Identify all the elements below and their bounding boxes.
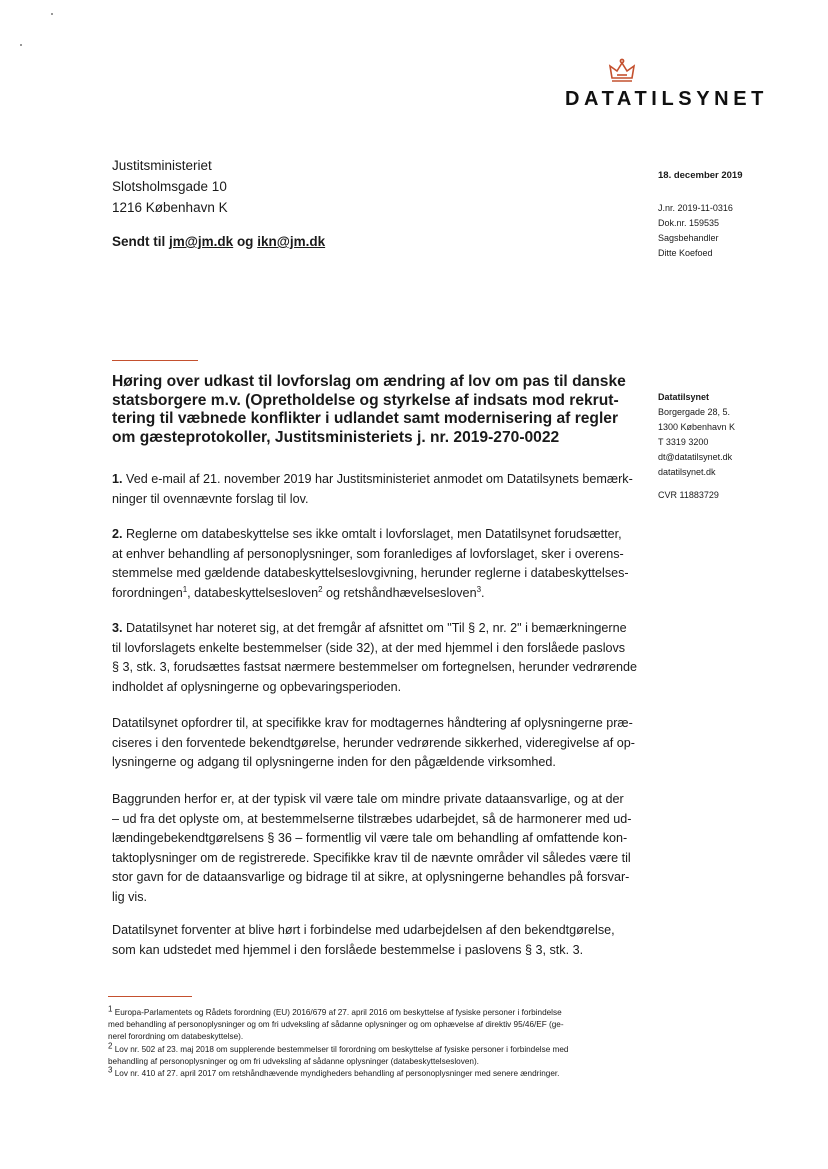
footnote-ref-1[interactable]: 1 (182, 584, 188, 594)
sender-email[interactable]: dt@datatilsynet.dk (658, 452, 733, 462)
footnote-number: 2 (108, 1040, 113, 1050)
scan-speck (20, 44, 22, 46)
footnote-line: behandling af personoplysninger og om fri udveksling af sådanne oplysninger (databeskyttelsesloven). (108, 1056, 479, 1066)
paragraph-line: som kan udstedet med hjemmel i den forslåede bestemmelse i paslovens § 3, stk. 3. (112, 942, 584, 957)
sender-website[interactable]: datatilsynet.dk (658, 467, 716, 477)
paragraph-line: stor gavn for de dataansvarlige og bidrage til at sikre, at oplysningerne behandles på forsvar- (112, 870, 630, 884)
paragraph-line: Ved e-mail af 21. november 2019 har Justitsministeriet anmodet om Datatilsynets bemærk- (122, 472, 633, 486)
paragraph-line: stemmelse med gældende databeskyttelseslovgivning, herunder reglerne i databeskyttelses- (112, 566, 629, 580)
paragraph-line: Baggrunden herfor er, at der typisk vil være tale om mindre private dataansvarlige, og at der (112, 792, 624, 806)
recipient-line: Slotsholmsgade 10 (112, 179, 227, 194)
sender-phone: T 3319 3200 (658, 437, 709, 447)
footnote-divider (108, 996, 192, 997)
sent-to-prefix: Sendt til (112, 234, 169, 249)
text-fragment: , databeskyttelsesloven (187, 585, 319, 600)
paragraph-number: 1. (112, 472, 123, 486)
paragraph-line (112, 584, 632, 604)
footnote-line: Europa-Parlamentets og Rådets forordning (EU) 2016/679 af 27. april 2016 om beskyttelse af fysiske personer i forbindelse (112, 1008, 562, 1017)
paragraph-line: ciseres i den forventede bekendtgørelse, herunder vedrørende sikkerhed, videregivelse af op- (112, 735, 635, 750)
paragraph-3 (112, 619, 637, 697)
paragraph-2 (112, 525, 632, 603)
footnote-ref-2[interactable]: 2 (318, 584, 323, 594)
paragraph-line: ninger til ovennævnte forslag til lov. (112, 491, 309, 506)
sender-cvr: CVR 11883729 (658, 490, 719, 500)
title-line: tering til væbnede konflikter i udlandet samt modernisering af regler (112, 410, 619, 428)
paragraph-line: Datatilsynet har noteret sig, at det fremgår af afsnittet om "Til § 2, nr. 2" i bemærkningerne (122, 621, 627, 635)
paragraph-line: lændingebekendtgørelsens § 36 – formentlig vil være tale om behandling af omfattende kon- (112, 831, 628, 845)
title-line: om gæsteprotokoller, Justitsministeriets j. nr. 2019-270-0022 (112, 428, 560, 446)
footnote-line: med behandling af personoplysninger og om fri udveksling af sådanne oplysninger og om ophævelse af direktiv 95/46/EF (ge- (108, 1020, 564, 1030)
paragraph-5 (112, 790, 632, 907)
email-link-ikn[interactable]: ikn@jm.dk (257, 234, 326, 249)
sender-block (658, 390, 735, 503)
footnote-ref-3[interactable]: 3 (476, 584, 482, 594)
crown-logo-icon (608, 58, 636, 84)
footnote-line: Lov nr. 502 af 23. maj 2018 om supplerende bestemmelser til forordning om beskyttelse af fysiske personer i forbindelse med (112, 1044, 569, 1054)
scan-speck (51, 13, 53, 15)
footnote-number: 3 (108, 1065, 113, 1075)
paragraph-line: taktoplysninger om de registrerede. Specifikke krav til de nævnte områder vil således være til (112, 850, 631, 865)
document-number: Dok.nr. 159535 (658, 218, 720, 228)
title-line: Høring over udkast til lovforslag om ændring af lov om pas til danske (112, 373, 626, 390)
footnote-number: 1 (108, 1004, 113, 1014)
paragraph-line: § 3, stk. 3, forudsættes fastsat nærmere bestemmelser om fortegnelsen, herunder vedrørende (112, 660, 637, 674)
paragraph-line: – ud fra det oplyste om, at bestemmelserne tilstræbes udarbejdet, så de harmonerer med ud- (112, 811, 632, 826)
paragraph-4 (112, 714, 635, 773)
email-link-jm[interactable]: jm@jm.dk (169, 234, 234, 249)
sender-street: Borgergade 28, 5. (658, 407, 731, 417)
paragraph-1 (112, 470, 632, 509)
title-divider (112, 360, 198, 361)
sender-city: 1300 København K (658, 422, 736, 432)
sent-to-line (112, 234, 325, 249)
paragraph-line: Datatilsynet forventer at blive hørt i forbindelse med udarbejdelsen af den bekendtgørelse, (112, 923, 615, 937)
paragraph-line: lig vis. (112, 889, 147, 904)
footnotes (108, 1004, 638, 1080)
text-fragment: . (481, 585, 485, 600)
text-fragment: og retshåndhævelsesloven (322, 585, 477, 600)
letter-title (112, 373, 632, 447)
paragraph-number: 3. (112, 621, 123, 635)
recipient-address (112, 155, 228, 218)
letter-date: 18. december 2019 (658, 170, 743, 181)
footnote-line: Lov nr. 410 af 27. april 2017 om retshåndhævende myndigheders behandling af personoplysninger med senere ændringer. (112, 1069, 560, 1079)
paragraph-6 (112, 921, 632, 960)
recipient-line: 1216 København K (112, 200, 228, 215)
footnote-line: nerel forordning om databeskyttelse). (108, 1032, 244, 1042)
paragraph-number: 2. (112, 527, 123, 541)
paragraph-line: at enhver behandling af personoplysninger, som foranlediges af lovforslaget, sker i overens- (112, 546, 624, 561)
text-fragment: forordningen (112, 585, 183, 600)
case-handler-name: Ditte Koefoed (658, 248, 713, 258)
recipient-line: Justitsministeriet (112, 158, 212, 173)
paragraph-line: Reglerne om databeskyttelse ses ikke omtalt i lovforslaget, men Datatilsynet forudsætter, (122, 527, 622, 541)
paragraph-line: indholdet af oplysningerne og opbevaringsperioden. (112, 679, 402, 694)
brand-logo: DATATILSYNET (565, 88, 768, 110)
case-handler-label: Sagsbehandler (658, 233, 719, 243)
reference-block (658, 201, 733, 261)
sent-to-and: og (233, 234, 258, 249)
title-line: statsborgere m.v. (Opretholdelse og styrkelse af indsats mod rekrut- (112, 391, 619, 409)
paragraph-line: lysningerne og adgang til oplysningerne inden for den pågældende virksomhed. (112, 755, 556, 769)
sender-name: Datatilsynet (658, 392, 710, 402)
paragraph-line: til lovforslagets enkelte bestemmelser (side 32), at der med hjemmel i den forslåede paslovs (112, 640, 626, 655)
journal-number: J.nr. 2019-11-0316 (658, 203, 733, 213)
paragraph-line: Datatilsynet opfordrer til, at specifikke krav for modtagernes håndtering af oplysningerne præ- (112, 716, 633, 730)
